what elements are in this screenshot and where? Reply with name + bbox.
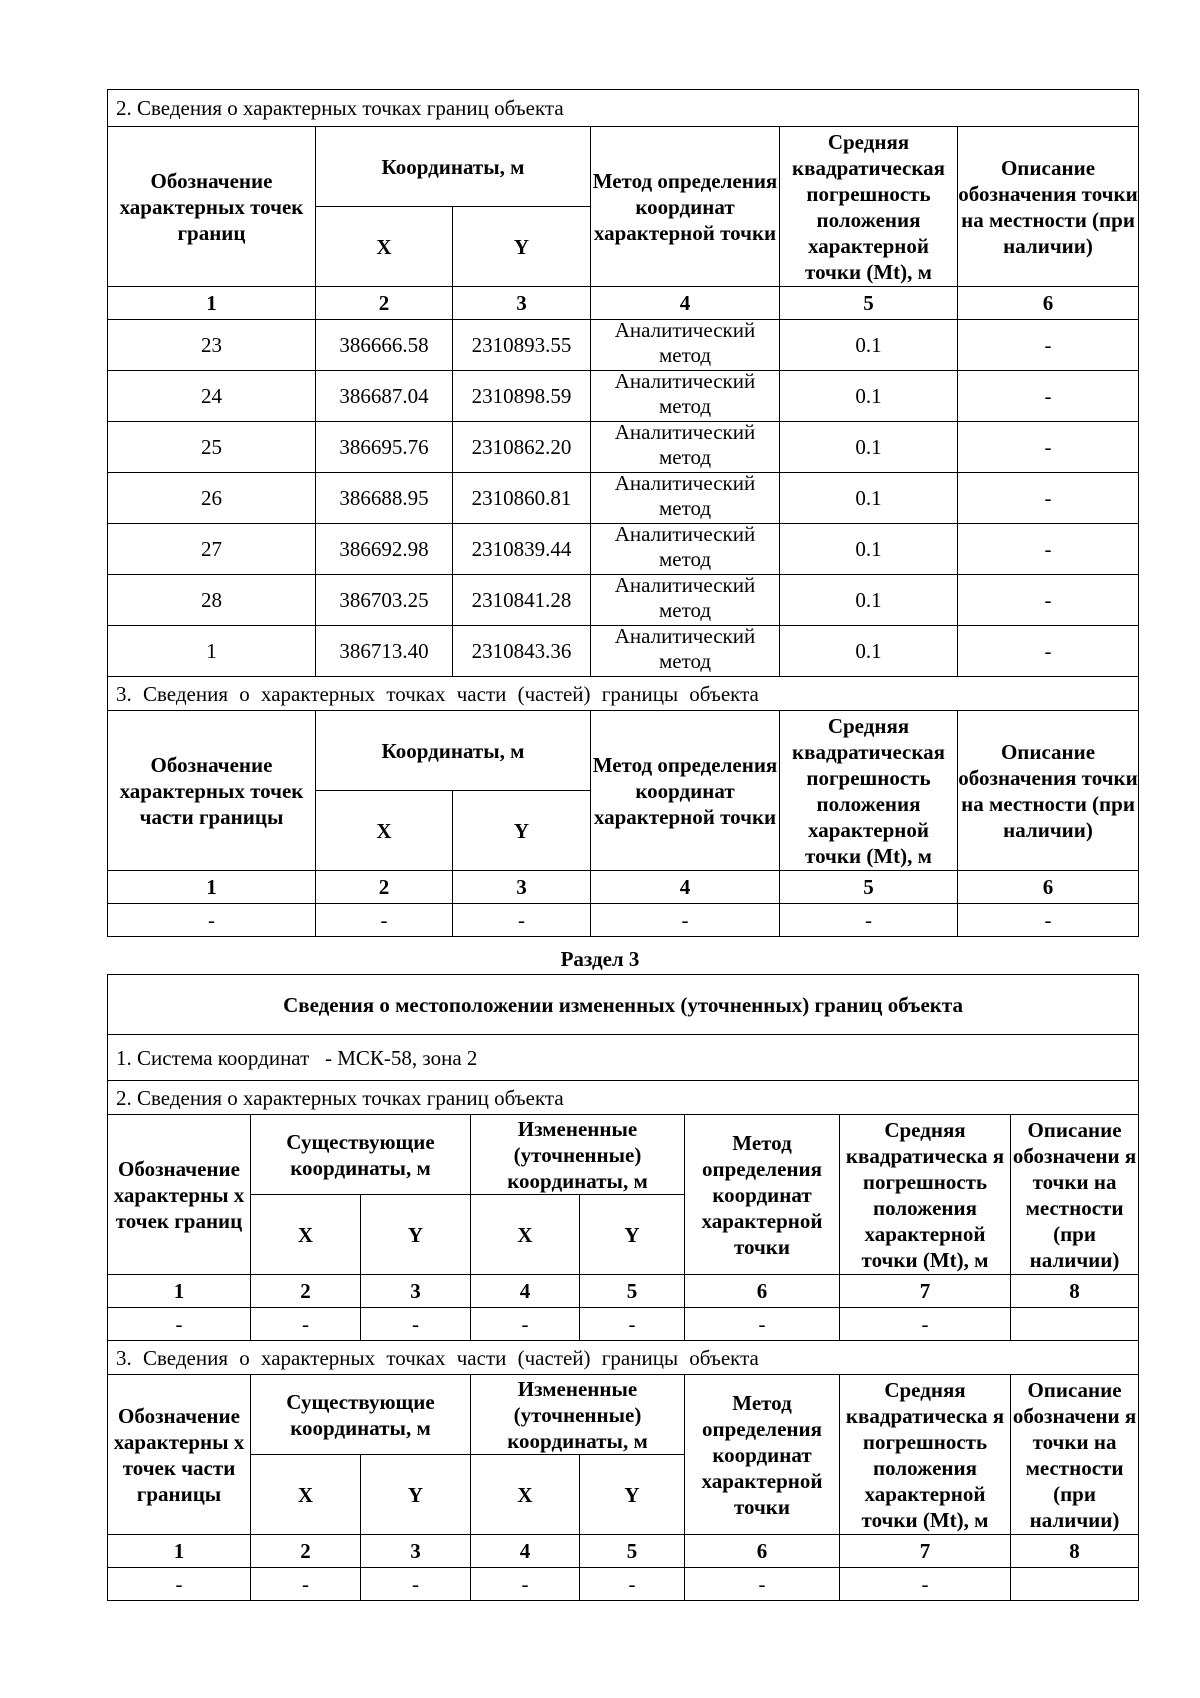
header-designation: Обозначение характерны х точек части границы <box>108 1375 251 1535</box>
header-coordinates: Координаты, м <box>316 711 591 791</box>
point-method <box>591 524 780 575</box>
empty-cell: - <box>580 1308 685 1341</box>
header-changed-coordinates: Измененные (уточненные) координаты, м <box>471 1375 685 1455</box>
column-number: 4 <box>471 1535 580 1568</box>
empty-cell: - <box>685 1568 840 1601</box>
point-method <box>591 473 780 524</box>
point-id: 27 <box>108 524 316 575</box>
boundary-points-title: 2. Сведения о характерных точках границ объекта <box>108 90 1139 127</box>
point-mt: 0.1 <box>780 371 958 422</box>
point-y: 2310839.44 <box>453 524 591 575</box>
method-text: Аналитический метод <box>614 319 756 367</box>
point-desc: - <box>958 422 1139 473</box>
empty-cell: - <box>685 1308 840 1341</box>
column-number: 5 <box>780 871 958 904</box>
point-id: 26 <box>108 473 316 524</box>
header-method: Метод определения координат характерной точки <box>591 711 780 871</box>
header-existing-coordinates: Существующие координаты, м <box>251 1375 471 1455</box>
column-number: 1 <box>108 1275 251 1308</box>
header-y: Y <box>453 207 591 287</box>
point-desc: - <box>958 575 1139 626</box>
point-mt: 0.1 <box>780 575 958 626</box>
column-number: 5 <box>580 1275 685 1308</box>
header-designation: Обозначение характерны х точек границ <box>108 1115 251 1275</box>
point-y: 2310843.36 <box>453 626 591 677</box>
empty-cell: - <box>108 1308 251 1341</box>
header-mean-error: Средняя квадратическая погрешность положения характерной точки (Mt), м <box>780 711 958 871</box>
empty-cell: - <box>108 904 316 937</box>
table-row <box>108 1308 1139 1341</box>
point-id: 28 <box>108 575 316 626</box>
point-desc: - <box>958 524 1139 575</box>
column-number: 1 <box>108 1535 251 1568</box>
header-x: X <box>471 1195 580 1275</box>
method-text: Аналитический метод <box>614 523 756 571</box>
header-coordinates: Координаты, м <box>316 127 591 207</box>
header-y: Y <box>361 1195 471 1275</box>
point-mt: 0.1 <box>780 422 958 473</box>
header-description: Описание обозначени я точки на местности (при наличии) <box>1011 1115 1139 1275</box>
part-points-title: 3. Сведения о характерных точках части (частей) границы объекта <box>108 677 1139 711</box>
point-x: 386713.40 <box>316 626 453 677</box>
table-row <box>108 1568 1139 1601</box>
header-y: Y <box>361 1455 471 1535</box>
point-id: 25 <box>108 422 316 473</box>
point-x: 386695.76 <box>316 422 453 473</box>
point-desc: - <box>958 320 1139 371</box>
empty-cell: - <box>471 1308 580 1341</box>
point-x: 386687.04 <box>316 371 453 422</box>
column-number: 2 <box>316 287 453 320</box>
empty-cell: - <box>840 1568 1011 1601</box>
column-number: 4 <box>591 287 780 320</box>
point-mt: 0.1 <box>780 320 958 371</box>
table-row <box>108 575 1139 626</box>
point-y: 2310841.28 <box>453 575 591 626</box>
table-row <box>108 371 1139 422</box>
coord-system: 1. Система координат - МСК-58, зона 2 <box>108 1035 1139 1081</box>
header-method: Метод определения координат характерной точки <box>591 127 780 287</box>
point-mt: 0.1 <box>780 626 958 677</box>
column-number: 2 <box>251 1275 361 1308</box>
part-points-title: 3. Сведения о характерных точках части (частей) границы объекта <box>108 1341 1139 1375</box>
point-desc: - <box>958 371 1139 422</box>
point-x: 386692.98 <box>316 524 453 575</box>
point-method <box>591 575 780 626</box>
header-designation: Обозначение характерных точек части границы <box>108 711 316 871</box>
table-row <box>108 626 1139 677</box>
table-row <box>108 320 1139 371</box>
column-number: 7 <box>840 1535 1011 1568</box>
table-row <box>108 904 1139 937</box>
column-number: 1 <box>108 287 316 320</box>
changed-boundaries-table <box>107 974 1139 1601</box>
header-existing-coordinates: Существующие координаты, м <box>251 1115 471 1195</box>
column-number: 6 <box>685 1535 840 1568</box>
header-designation: Обозначение характерных точек границ <box>108 127 316 287</box>
point-id: 24 <box>108 371 316 422</box>
method-text: Аналитический метод <box>614 625 756 673</box>
table-row <box>108 473 1139 524</box>
header-x: X <box>316 791 453 871</box>
section3-heading: Раздел 3 <box>560 947 640 971</box>
empty-cell: - <box>361 1308 471 1341</box>
empty-cell: - <box>361 1568 471 1601</box>
column-number: 6 <box>958 871 1139 904</box>
column-number: 4 <box>471 1275 580 1308</box>
point-method <box>591 626 780 677</box>
empty-cell: - <box>251 1308 361 1341</box>
column-number: 6 <box>685 1275 840 1308</box>
header-y: Y <box>580 1455 685 1535</box>
header-description: Описание обозначения точки на местности (при наличии) <box>958 127 1139 287</box>
header-y: Y <box>453 791 591 871</box>
header-y: Y <box>580 1195 685 1275</box>
method-text: Аналитический метод <box>614 574 756 622</box>
column-number: 7 <box>840 1275 1011 1308</box>
method-text: Аналитический метод <box>614 472 756 520</box>
point-method <box>591 371 780 422</box>
point-desc: - <box>958 626 1139 677</box>
column-number: 5 <box>780 287 958 320</box>
empty-cell: - <box>780 904 958 937</box>
point-y: 2310893.55 <box>453 320 591 371</box>
empty-cell: - <box>958 904 1139 937</box>
empty-cell: - <box>580 1568 685 1601</box>
empty-cell: - <box>453 904 591 937</box>
header-mean-error: Средняя квадратическая погрешность положения характерной точки (Mt), м <box>780 127 958 287</box>
column-number: 3 <box>453 871 591 904</box>
column-number: 4 <box>591 871 780 904</box>
section3-title: Сведения о местоположении измененных (уточненных) границ объекта <box>108 975 1139 1035</box>
header-x: X <box>251 1195 361 1275</box>
column-number: 2 <box>316 871 453 904</box>
header-x: X <box>251 1455 361 1535</box>
empty-cell <box>1011 1308 1139 1341</box>
header-mean-error: Средняя квадратическа я погрешность положения характерной точки (Mt), м <box>840 1115 1011 1275</box>
header-method: Метод определения координат характерной точки <box>685 1115 840 1275</box>
point-method <box>591 320 780 371</box>
point-x: 386688.95 <box>316 473 453 524</box>
point-id: 1 <box>108 626 316 677</box>
point-mt: 0.1 <box>780 524 958 575</box>
header-description: Описание обозначени я точки на местности (при наличии) <box>1011 1375 1139 1535</box>
header-x: X <box>316 207 453 287</box>
column-number: 6 <box>958 287 1139 320</box>
empty-cell: - <box>316 904 453 937</box>
table-row <box>108 524 1139 575</box>
point-y: 2310862.20 <box>453 422 591 473</box>
point-desc: - <box>958 473 1139 524</box>
column-number: 3 <box>453 287 591 320</box>
boundary-points-title: 2. Сведения о характерных точках границ объекта <box>108 1081 1139 1115</box>
header-description: Описание обозначения точки на местности (при наличии) <box>958 711 1139 871</box>
column-number: 3 <box>361 1535 471 1568</box>
table-row <box>108 422 1139 473</box>
column-number: 1 <box>108 871 316 904</box>
column-number: 2 <box>251 1535 361 1568</box>
empty-cell: - <box>251 1568 361 1601</box>
point-x: 386703.25 <box>316 575 453 626</box>
empty-cell <box>1011 1568 1139 1601</box>
point-y: 2310860.81 <box>453 473 591 524</box>
point-id: 23 <box>108 320 316 371</box>
header-mean-error: Средняя квадратическа я погрешность положения характерной точки (Mt), м <box>840 1375 1011 1535</box>
empty-cell: - <box>471 1568 580 1601</box>
method-text: Аналитический метод <box>614 421 756 469</box>
empty-cell: - <box>591 904 780 937</box>
empty-cell: - <box>108 1568 251 1601</box>
header-changed-coordinates: Измененные (уточненные) координаты, м <box>471 1115 685 1195</box>
method-text: Аналитический метод <box>614 370 756 418</box>
header-x: X <box>471 1455 580 1535</box>
header-method: Метод определения координат характерной точки <box>685 1375 840 1535</box>
column-number: 8 <box>1011 1535 1139 1568</box>
column-number: 5 <box>580 1535 685 1568</box>
point-y: 2310898.59 <box>453 371 591 422</box>
point-mt: 0.1 <box>780 473 958 524</box>
empty-cell: - <box>840 1308 1011 1341</box>
boundary-points-table <box>107 89 1139 937</box>
column-number: 3 <box>361 1275 471 1308</box>
point-method <box>591 422 780 473</box>
point-x: 386666.58 <box>316 320 453 371</box>
column-number: 8 <box>1011 1275 1139 1308</box>
